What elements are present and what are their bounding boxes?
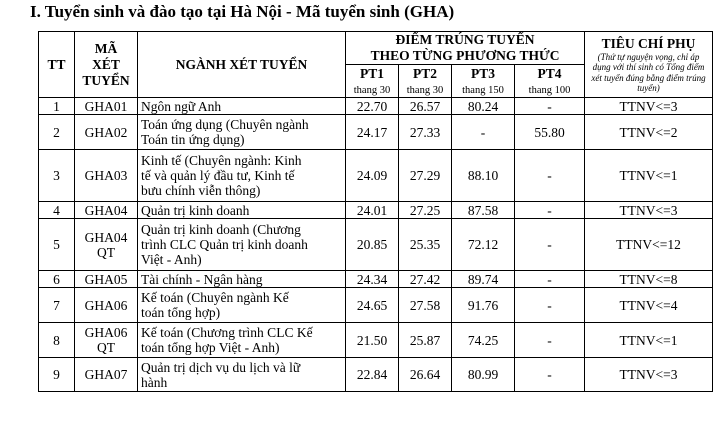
nganh-line: Kế toán (Chương trình CLC Kế: [141, 325, 313, 340]
table-row: [39, 323, 713, 358]
cell-pt4: -: [515, 219, 585, 271]
nganh-line: Quản trị kinh doanh (Chương: [141, 222, 301, 237]
cell-pt1: 22.70: [346, 98, 399, 115]
cell-tt: 4: [39, 202, 75, 219]
cell-tieu-chi: TTNV<=4: [585, 288, 713, 323]
header-nganh-xet-tuyen: NGÀNH XÉT TUYỂN: [138, 32, 346, 98]
table-row: [39, 98, 713, 115]
cell-tt: 6: [39, 271, 75, 288]
header-ma-line: MÃ: [94, 40, 118, 56]
cell-pt4: -: [515, 288, 585, 323]
header-pt2: [399, 65, 452, 98]
cell-tieu-chi: TTNV<=8: [585, 271, 713, 288]
ma-line: GHA01: [84, 98, 128, 114]
cell-pt2: 27.42: [399, 271, 452, 288]
cell-pt3: 88.10: [452, 150, 515, 202]
cell-pt4: -: [515, 150, 585, 202]
cell-nganh: [138, 115, 346, 150]
cell-pt3: 80.99: [452, 358, 515, 392]
cell-tt: 8: [39, 323, 75, 358]
header-diem-trung-tuyen: [346, 32, 585, 65]
cell-pt3: 74.25: [452, 323, 515, 358]
cell-tt: 1: [39, 98, 75, 115]
cell-nganh: [138, 150, 346, 202]
cell-pt2: 25.35: [399, 219, 452, 271]
cell-pt2: 26.57: [399, 98, 452, 115]
ma-line: GHA03: [84, 168, 128, 183]
cell-pt4: -: [515, 271, 585, 288]
pt-name: PT2: [412, 66, 437, 81]
cell-pt1: 24.09: [346, 150, 399, 202]
cell-tt: 2: [39, 115, 75, 150]
ma-line: QT: [97, 340, 115, 355]
header-pt1: [346, 65, 399, 98]
cell-pt1: 24.65: [346, 288, 399, 323]
nganh-line: Quản trị kinh doanh: [141, 202, 250, 218]
cell-ma: [75, 219, 138, 271]
ma-line: GHA06: [84, 297, 128, 313]
nganh-line: toán tổng hợp): [141, 305, 221, 320]
nganh-line: toán tổng hợp Việt - Anh): [141, 340, 280, 355]
cell-nganh: [138, 323, 346, 358]
cell-pt3: 72.12: [452, 219, 515, 271]
cell-ma: [75, 288, 138, 323]
nganh-line: tế và quản lý đầu tư, Kinh tế: [141, 168, 295, 183]
cell-tt: 5: [39, 219, 75, 271]
cell-ma: [75, 115, 138, 150]
cell-tt: 9: [39, 358, 75, 392]
nganh-line: Toán tin ứng dụng): [141, 132, 245, 147]
header-tt: TT: [39, 32, 75, 98]
cell-tieu-chi: TTNV<=12: [585, 219, 713, 271]
cell-pt3: 87.58: [452, 202, 515, 219]
cell-pt3: -: [452, 115, 515, 150]
header-tieu-chi-title: TIÊU CHÍ PHỤ: [601, 35, 696, 51]
cell-pt1: 24.34: [346, 271, 399, 288]
cell-pt3: 89.74: [452, 271, 515, 288]
pt-scale: thang 150: [462, 85, 504, 96]
cell-tt: 7: [39, 288, 75, 323]
cell-pt4: -: [515, 202, 585, 219]
nganh-line: trình CLC Quản trị kinh doanh: [141, 237, 308, 252]
table-row: [39, 219, 713, 271]
cell-tieu-chi: TTNV<=3: [585, 98, 713, 115]
nganh-line: Tài chính - Ngân hàng: [141, 271, 263, 287]
table-row: [39, 150, 713, 202]
cell-pt2: 26.64: [399, 358, 452, 392]
ma-line: GHA06: [84, 325, 128, 340]
cell-ma: [75, 323, 138, 358]
header-ma-line: TUYỂN: [82, 72, 130, 88]
cell-pt2: 25.87: [399, 323, 452, 358]
nganh-line: Ngôn ngữ Anh: [141, 98, 222, 114]
cell-ma: [75, 98, 138, 115]
nganh-line: Kinh tế (Chuyên ngành: Kinh: [141, 153, 302, 168]
cell-tieu-chi: TTNV<=1: [585, 323, 713, 358]
cell-pt2: 27.25: [399, 202, 452, 219]
cell-nganh: [138, 202, 346, 219]
cell-pt4: -: [515, 323, 585, 358]
pt-scale: thang 100: [528, 85, 571, 96]
cell-pt1: 21.50: [346, 323, 399, 358]
pt-scale: thang 30: [406, 85, 444, 96]
table-row: [39, 288, 713, 323]
cell-ma: [75, 202, 138, 219]
cell-pt4: -: [515, 358, 585, 392]
cell-pt1: 24.17: [346, 115, 399, 150]
header-ma-xet-tuyen: [75, 32, 138, 98]
cell-pt2: 27.33: [399, 115, 452, 150]
cell-nganh: [138, 219, 346, 271]
ma-line: GHA04: [84, 229, 128, 245]
header-diem-line: THEO TỪNG PHƯƠNG THỨC: [370, 48, 560, 63]
cell-tieu-chi: TTNV<=3: [585, 358, 713, 392]
table-row: [39, 202, 713, 219]
cell-pt3: 80.24: [452, 98, 515, 115]
table-row: [39, 271, 713, 288]
cell-pt1: 22.84: [346, 358, 399, 392]
cell-tieu-chi: TTNV<=3: [585, 202, 713, 219]
cell-ma: [75, 271, 138, 288]
pt-name: PT3: [470, 66, 495, 81]
cell-pt2: 27.29: [399, 150, 452, 202]
cell-pt4: -: [515, 98, 585, 115]
cell-tt: 3: [39, 150, 75, 202]
header-tieu-chi-phu: [585, 32, 713, 98]
section-heading: I. Tuyển sinh và đào tạo tại Hà Nội - Mã tuyển sinh (GHA): [30, 2, 455, 21]
nganh-line: Việt - Anh): [141, 252, 202, 267]
table-row: [39, 358, 713, 392]
cell-pt3: 91.76: [452, 288, 515, 323]
table-row: [39, 115, 713, 150]
cell-nganh: [138, 98, 346, 115]
ma-line: GHA05: [84, 271, 128, 287]
cell-ma: [75, 358, 138, 392]
cell-pt1: 20.85: [346, 219, 399, 271]
cell-tieu-chi: TTNV<=1: [585, 150, 713, 202]
cell-ma: [75, 150, 138, 202]
pt-scale: thang 30: [353, 85, 391, 96]
nganh-line: Toán ứng dụng (Chuyên ngành: [141, 117, 309, 132]
nganh-line: Kế toán (Chuyên ngành Kế: [141, 290, 289, 305]
ma-line: GHA02: [84, 124, 128, 140]
cell-pt2: 27.58: [399, 288, 452, 323]
nganh-line: bưu chính viễn thông): [141, 183, 261, 198]
header-ma-line: XÉT: [92, 56, 120, 72]
nganh-line: hành: [141, 374, 168, 390]
pt-name: PT1: [359, 66, 384, 81]
cell-nganh: [138, 288, 346, 323]
header-pt4: [515, 65, 585, 98]
header-pt3: [452, 65, 515, 98]
ma-line: QT: [97, 244, 115, 260]
header-diem-line: ĐIỂM TRÚNG TUYỂN: [395, 32, 535, 47]
pt-name: PT4: [537, 66, 562, 81]
cell-nganh: [138, 358, 346, 392]
nganh-line: Quản trị dịch vụ du lịch và lữ: [141, 359, 301, 375]
cell-nganh: [138, 271, 346, 288]
ma-line: GHA07: [84, 367, 128, 382]
header-tieu-chi-note: (Thứ tự nguyện vọng, chỉ áp dụng với thí sinh có Tổng điểm xét tuyển đúng bằng điểm trúng tuyển): [591, 51, 706, 93]
cell-tieu-chi: TTNV<=2: [585, 115, 713, 150]
admission-scores-table: [38, 31, 713, 392]
cell-pt1: 24.01: [346, 202, 399, 219]
ma-line: GHA04: [84, 202, 128, 218]
cell-pt4: 55.80: [515, 115, 585, 150]
